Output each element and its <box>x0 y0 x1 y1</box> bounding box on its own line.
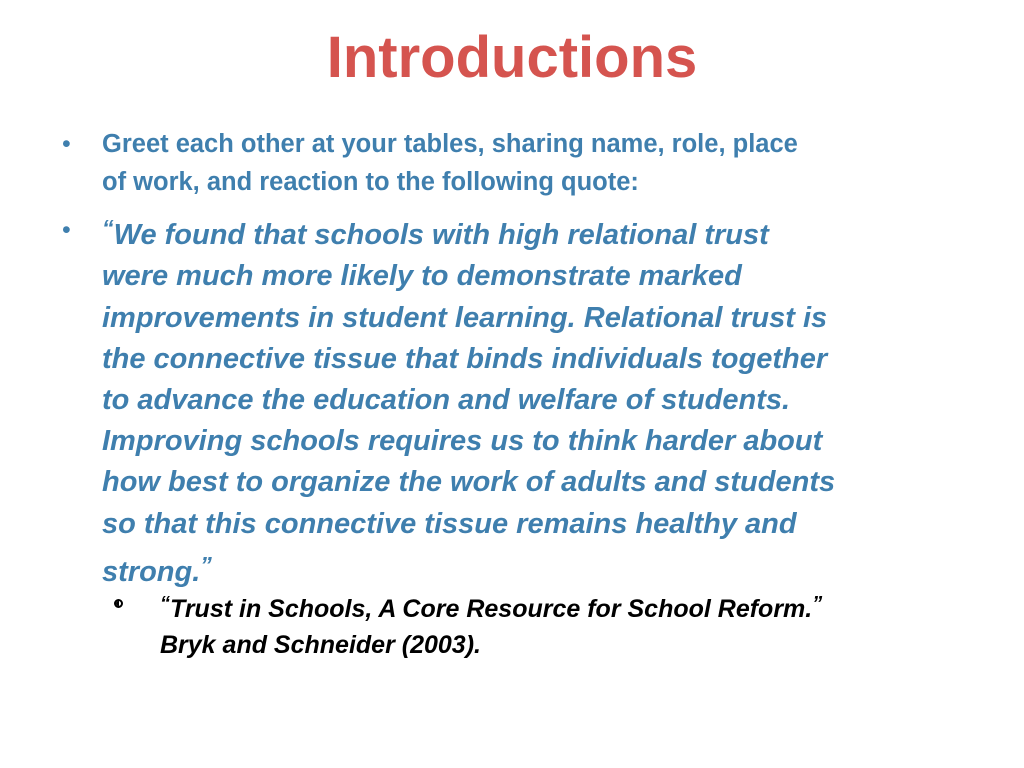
quote-text: strong. <box>102 555 201 588</box>
slide-title: Introductions <box>326 25 698 90</box>
quote-text: We found that schools with high relational trust <box>113 219 769 252</box>
quote-text-line: to advance the education and welfare of students. <box>102 383 791 416</box>
quote-text-line: how best to organize the work of adults and students <box>102 466 836 499</box>
citation-source-line <box>160 586 980 627</box>
bullet-text-line: Greet each other at your tables, sharing name, role, place <box>102 130 798 158</box>
bullet-item-instructions <box>62 125 972 201</box>
quote-text-line <box>102 208 972 256</box>
bullet-dot-icon: • <box>62 216 71 244</box>
close-quote-mark: ” <box>812 593 823 615</box>
bullet-text-line: of work, and reaction to the following quote: <box>102 168 639 196</box>
citation-source-title: Trust in Schools, A Core Resource for School Reform. <box>170 595 813 623</box>
quote-text-line: improvements in student learning. Relational trust is <box>102 301 828 334</box>
open-quote-mark: “ <box>160 593 170 615</box>
quote-text-line: were much more likely to demonstrate marked <box>102 260 742 293</box>
hollow-circle-bullet-icon <box>114 599 123 608</box>
quote-text-line: so that this connective tissue remains healthy and <box>102 507 797 540</box>
bullet-dot-icon: • <box>62 130 71 158</box>
bullet-item-quote <box>62 208 972 593</box>
open-quote-mark: “ <box>102 215 114 241</box>
citation-authors: Bryk and Schneider (2003). <box>160 631 481 659</box>
close-quote-mark: ” <box>200 551 212 578</box>
quote-text-line: Improving schools requires us to think harder about <box>102 425 823 458</box>
quote-text-line: the connective tissue that binds individuals together <box>102 342 828 375</box>
sub-bullet-citation <box>160 586 980 663</box>
